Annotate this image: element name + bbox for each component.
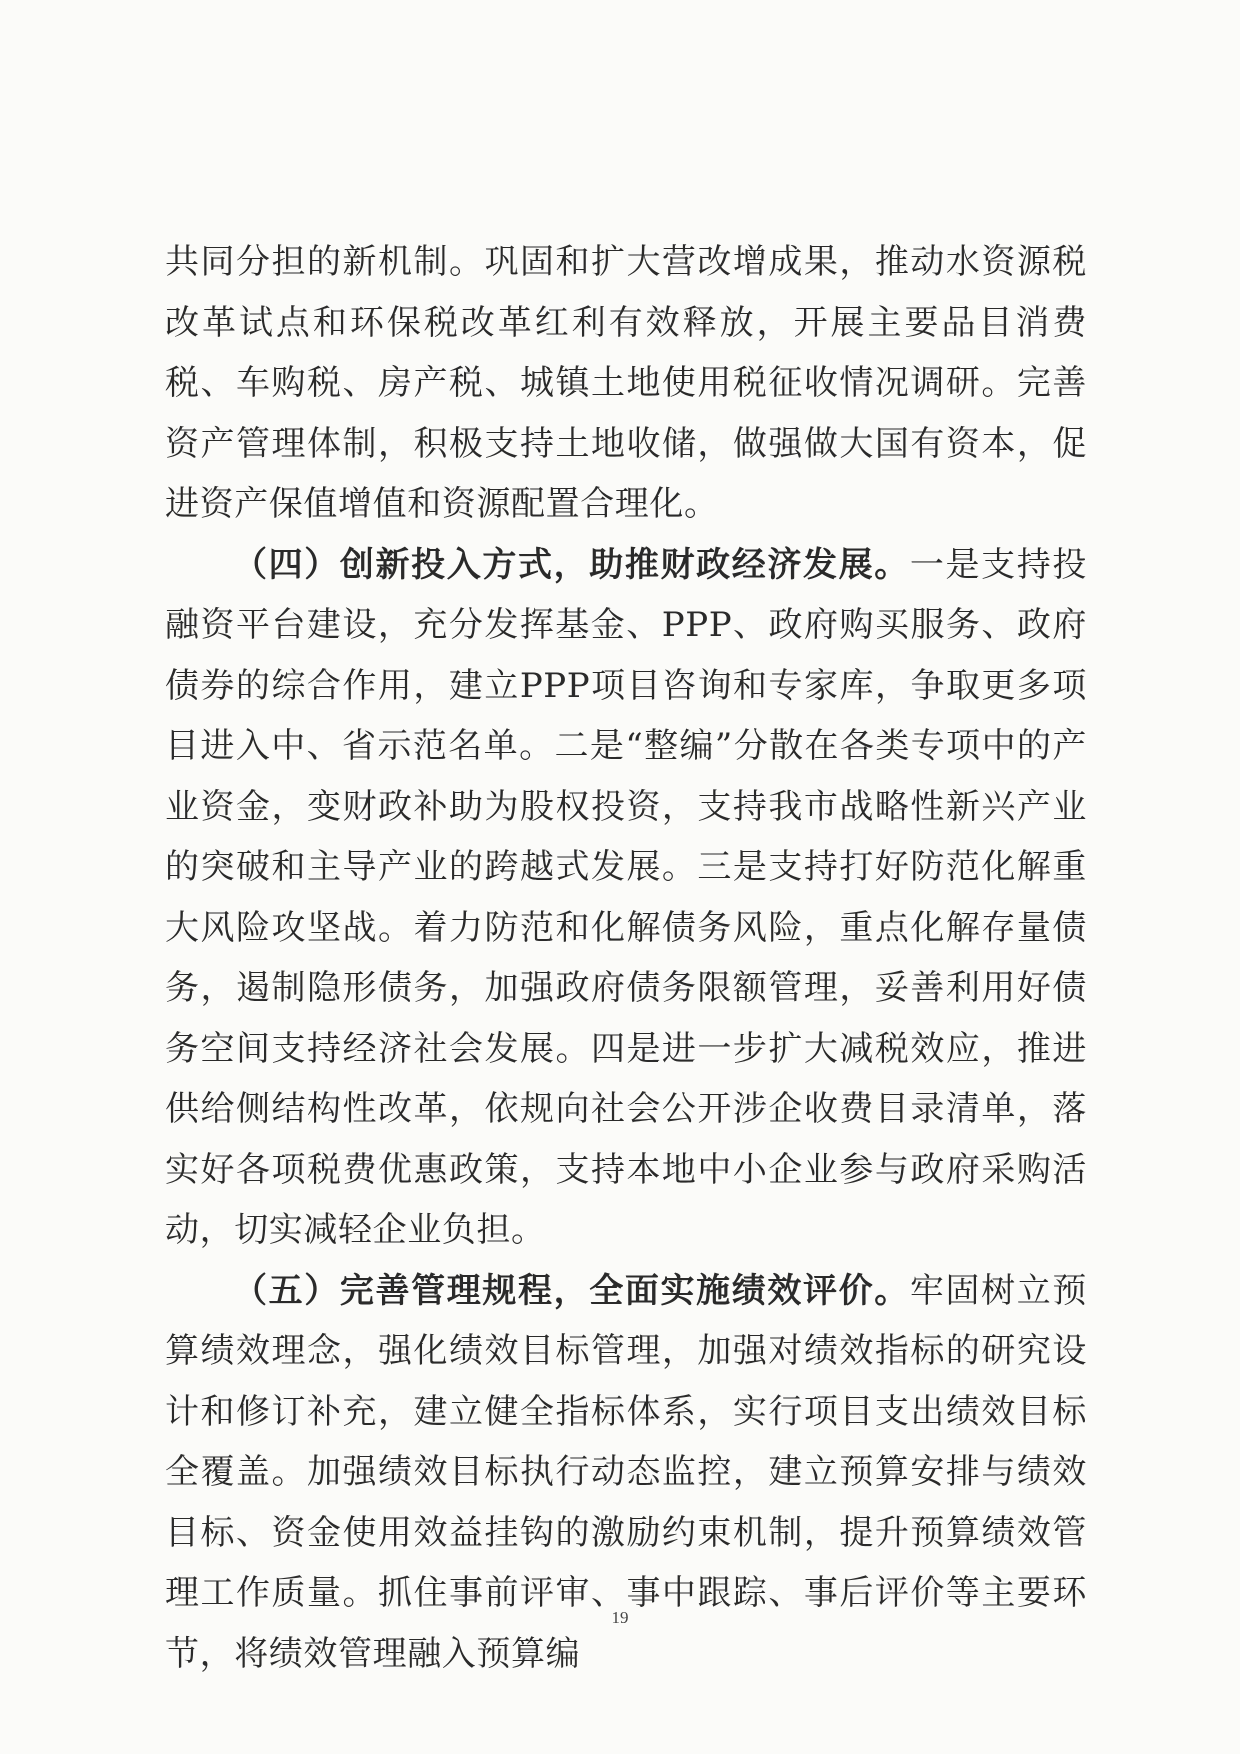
section-heading-four: （四）创新投入方式，助推财政经济发展。 xyxy=(233,544,910,585)
document-body xyxy=(165,232,1087,1684)
paragraph-continuation xyxy=(165,232,1087,535)
paragraph-text: 共同分担的新机制。巩固和扩大营改增成果，推动水资源税改革试点和环保税改革红利有效释放，开展主要品目消费税、车购税、房产税、城镇土地使用税征收情况调研。完善资产管理体制，积极支持土地收储，做强做大国有资本，促进资产保值增值和资源配置合理化。 xyxy=(165,242,1087,524)
paragraph-text: 一是支持投融资平台建设，充分发挥基金、PPP、政府购买服务、政府债券的综合作用，建立PPP项目咨询和专家库，争取更多项目进入中、省示范名单。二是“整编”分散在各类专项中的产业资金，变财政补助为股权投资，支持我市战略性新兴产业的突破和主导产业的跨越式发展。三是支持打好防范化解重大风险攻坚战。着力防范和化解债务风险，重点化解存量债务，遏制隐形债务，加强政府债务限额管理，妥善利用好债务空间支持经济社会发展。四是进一步扩大减税效应，推进供给侧结构性改革，依规向社会公开涉企收费目录清单，落实好各项税费优惠政策，支持本地中小企业参与政府采购活动，切实减轻企业负担。 xyxy=(165,544,1087,1250)
paragraph-section-four xyxy=(165,535,1087,1261)
page-number: 19 xyxy=(611,1608,629,1627)
paragraph-text: 牢固树立预算绩效理念，强化绩效目标管理，加强对绩效指标的研究设计和修订补充，建立健全指标体系，实行项目支出绩效目标全覆盖。加强绩效目标执行动态监控，建立预算安排与绩效目标、资金使用效益挂钩的激励约束机制，提升预算绩效管理工作质量。抓住事前评审、事中跟踪、事后评价等主要环节，将绩效管理融入预算编 xyxy=(165,1270,1087,1674)
section-heading-five: （五）完善管理规程，全面实施绩效评价。 xyxy=(233,1270,910,1311)
